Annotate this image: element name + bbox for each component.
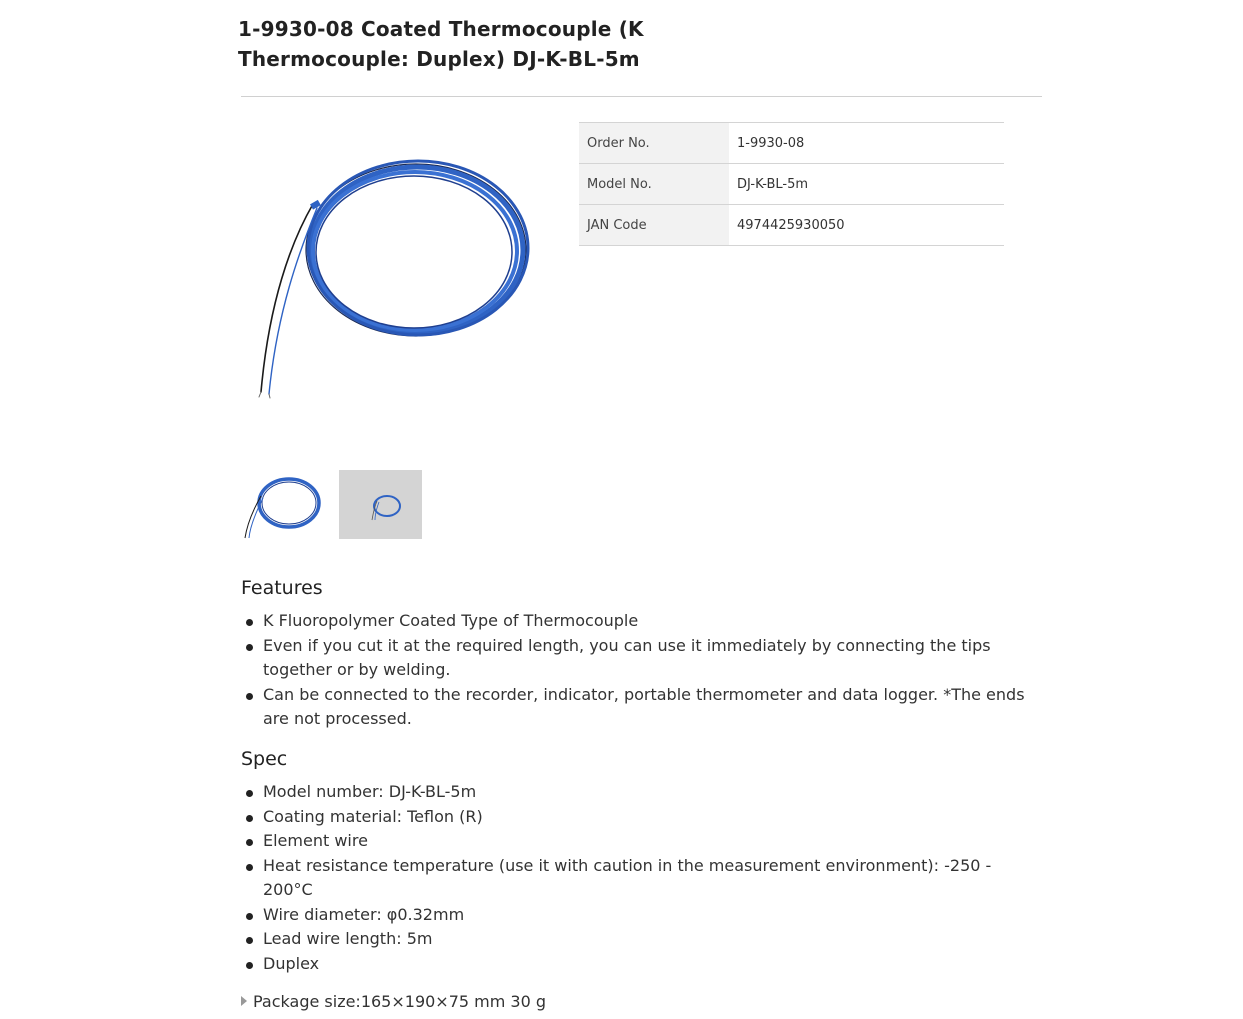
package-size-text: Package size:165×190×75 mm 30 g	[253, 992, 547, 1011]
list-item: Lead wire length: 5m	[241, 927, 1041, 952]
list-item: Coating material: Teflon (R)	[241, 805, 1041, 830]
product-title	[238, 14, 708, 74]
spec-heading: Spec	[241, 748, 288, 770]
model-no-value: DJ-K-BL-5m	[729, 164, 1004, 205]
model-no-label: Model No.	[579, 164, 729, 205]
table-row	[579, 164, 1004, 205]
order-no-value: 1-9930-08	[729, 123, 1004, 164]
list-item: Wire diameter: φ0.32mm	[241, 903, 1041, 928]
spec-list	[241, 780, 1041, 976]
jan-code-value: 4974425930050	[729, 205, 1004, 246]
list-item: Can be connected to the recorder, indicator, portable thermometer and data logger. *The ends are not processed.	[241, 683, 1041, 732]
list-item: Heat resistance temperature (use it with caution in the measurement environment): -250 - 200°C	[241, 854, 1041, 903]
list-item: K Fluoropolymer Coated Type of Thermocouple	[241, 609, 1041, 634]
features-list	[241, 609, 1041, 732]
product-info-table	[579, 122, 1004, 246]
table-row	[579, 123, 1004, 164]
thumbnail-1[interactable]	[241, 470, 324, 539]
table-row	[579, 205, 1004, 246]
features-heading: Features	[241, 577, 323, 599]
thumbnail-2[interactable]	[339, 470, 422, 539]
list-item: Even if you cut it at the required length, you can use it immediately by connecting the tips together or by welding.	[241, 634, 1041, 683]
product-title-line2: Thermocouple: Duplex) DJ-K-BL-5m	[238, 47, 640, 71]
product-title-line1: 1-9930-08 Coated Thermocouple (K	[238, 17, 644, 41]
triangle-right-icon	[241, 996, 247, 1006]
list-item: Model number: DJ-K-BL-5m	[241, 780, 1041, 805]
jan-code-label: JAN Code	[579, 205, 729, 246]
list-item: Element wire	[241, 829, 1041, 854]
list-item: Duplex	[241, 952, 1041, 977]
package-size	[241, 992, 546, 1011]
main-product-image	[241, 122, 541, 422]
title-divider	[241, 96, 1042, 97]
order-no-label: Order No.	[579, 123, 729, 164]
